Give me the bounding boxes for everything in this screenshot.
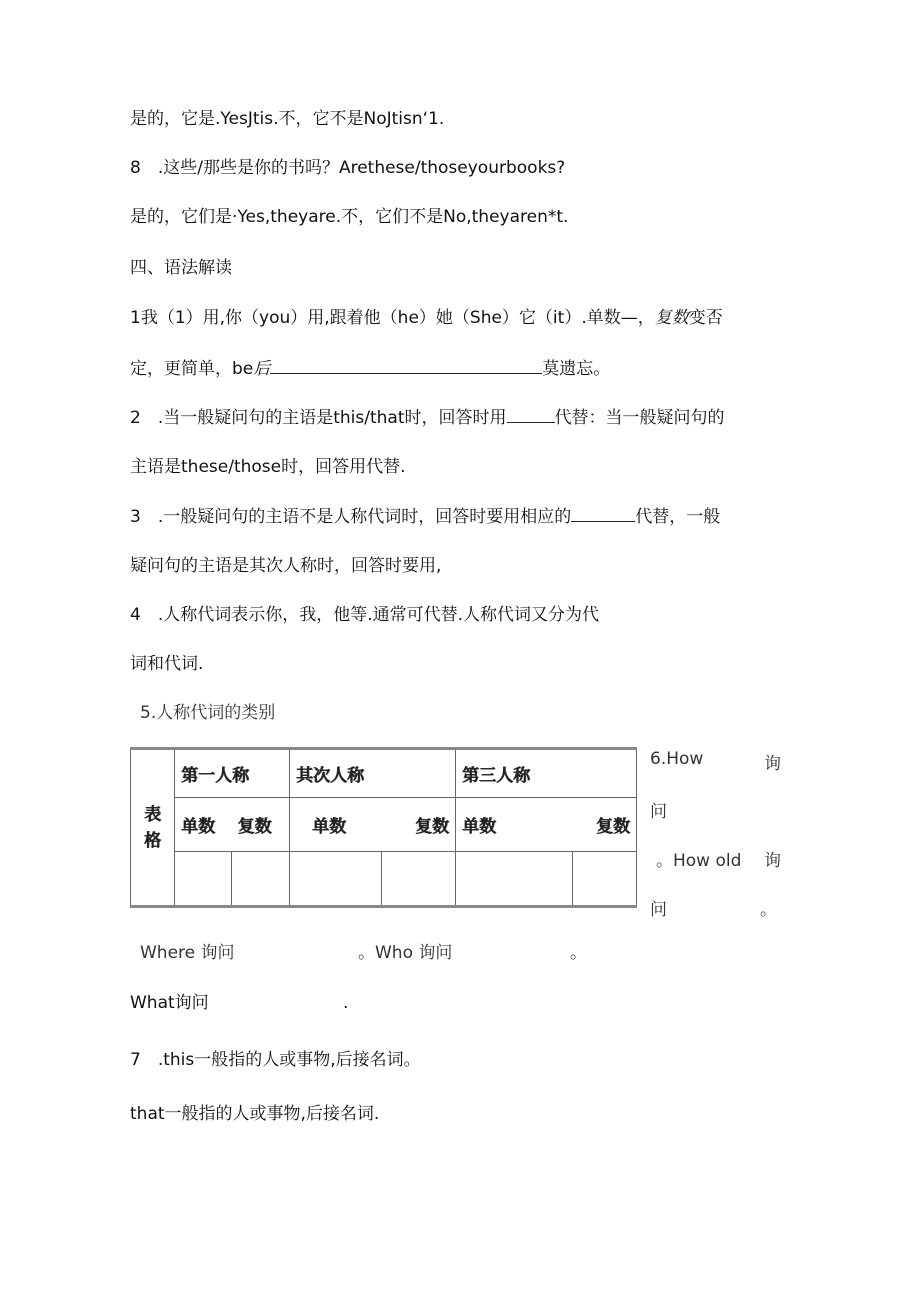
rule-3-part-b: 代替，一般: [635, 507, 721, 527]
rule-2-part-a: 2 .当一般疑问句的主语是this/that时，回答时用: [130, 408, 507, 428]
cell-first-plural[interactable]: [232, 852, 290, 907]
text-line-rule-7: 7 .this一般指的人或事物,后接名词。: [130, 1050, 421, 1070]
rule-1-part-c: 变否: [688, 308, 723, 328]
side-ask-2: 问: [650, 802, 667, 822]
rule-1-cont-after: 后: [253, 359, 271, 379]
text-line-rule-1: [130, 307, 723, 329]
text-line-rule-7-cont: that一般指的人或事物,后接名词.: [130, 1104, 380, 1124]
header-third-person: 第三人称: [456, 749, 637, 798]
side-ask-4: 问: [650, 900, 667, 920]
side-how-ask: 询: [764, 754, 781, 774]
header-first-person: 第一人称: [175, 749, 290, 798]
side-how-old-label: 。How old: [656, 851, 742, 871]
text-line-rule-3: [130, 505, 720, 528]
rule-1-plural: 复数: [654, 308, 689, 328]
side-how-old-ask: 询: [764, 851, 781, 871]
text-line-who-end: 。: [570, 943, 587, 963]
table-caption: 5.人称代词的类别: [140, 703, 276, 723]
second-plural: 复数: [382, 798, 456, 852]
fill-blank[interactable]: [571, 505, 635, 522]
text-line-where: Where 询问: [140, 943, 235, 963]
cell-third-plural[interactable]: [573, 852, 637, 907]
text-line-what-end: .: [343, 993, 349, 1013]
side-how-label: 6.How: [650, 749, 704, 769]
fill-blank[interactable]: [270, 357, 542, 374]
text-line-yes-it-is: 是的，它是.YesJtis.不，它不是NoJtisn‘1.: [130, 109, 445, 129]
text-line-rule-3-cont: 疑问句的主语是其次人称时，回答时要用,: [130, 556, 442, 576]
text-line-are-these: 8 .这些/那些是你的书吗？Arethese/thoseyourbooks?: [130, 158, 566, 178]
text-line-rule-2-cont: 主语是these/those时，回答用代替.: [130, 457, 406, 477]
second-singular: 单数: [290, 798, 382, 852]
rule-2-part-b: 代替：当一般疑问句的: [554, 408, 725, 428]
first-plural: 复数: [232, 798, 290, 852]
text-line-rule-4-cont: 词和代词.: [130, 654, 204, 674]
table-row-header: 表格: [131, 749, 175, 907]
rule-3-part-a: 3 .一般疑问句的主语不是人称代词时，回答时要用相应的: [130, 507, 572, 527]
fill-blank[interactable]: [507, 406, 555, 423]
third-singular: 单数: [456, 798, 573, 852]
text-line-who: 。Who 询问: [358, 943, 453, 963]
cell-second-singular[interactable]: [290, 852, 382, 907]
header-second-person: 其次人称: [290, 749, 456, 798]
third-plural: 复数: [573, 798, 637, 852]
side-period: 。: [760, 900, 777, 920]
text-line-rule-4: 4 .人称代词表示你，我，他等.通常可代替.人称代词又分为代: [130, 605, 600, 625]
rule-1-cont-a: 定，更简单，be: [130, 359, 254, 379]
text-line-rule-2: [130, 406, 725, 429]
text-line-rule-1-cont: [130, 357, 610, 380]
cell-second-plural[interactable]: [382, 852, 456, 907]
cell-first-singular[interactable]: [175, 852, 232, 907]
cell-third-singular[interactable]: [456, 852, 573, 907]
pronoun-table: [130, 747, 637, 908]
rule-1-part-a: 1我（1）用,你（you）用,跟着他（he）她（She）它（it）.单数—，: [130, 308, 655, 328]
section-heading-grammar: 四、语法解读: [130, 258, 232, 278]
rule-1-cont-c: 莫遗忘。: [542, 359, 611, 379]
first-singular: 单数: [175, 798, 232, 852]
text-line-what: What询问: [130, 993, 209, 1013]
text-line-yes-they-are: 是的，它们是·Yes,theyare.不，它们不是No,theyaren*t.: [130, 207, 569, 227]
